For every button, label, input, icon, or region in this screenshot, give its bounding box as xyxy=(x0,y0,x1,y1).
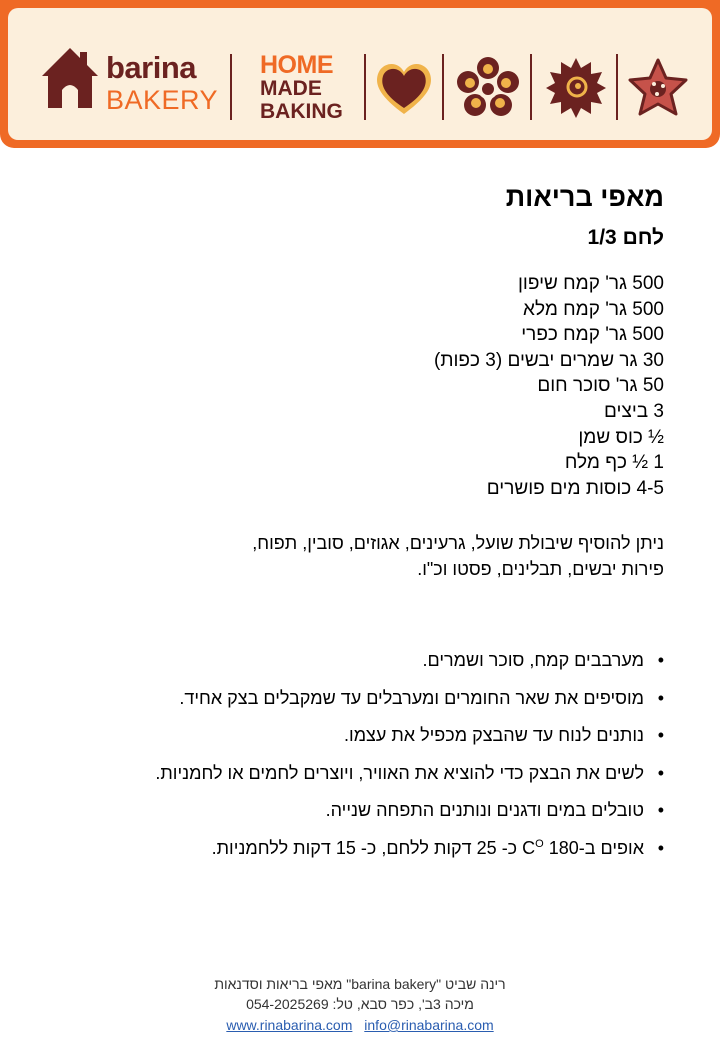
bake-step-prefix: אופים ב-C xyxy=(522,837,644,858)
footer-links xyxy=(0,1015,720,1035)
barina-logo xyxy=(40,40,220,120)
tagline-made: MADE xyxy=(260,77,322,100)
ingredient-item: 30 גר שמרים יבשים (3 כפות) xyxy=(434,349,664,371)
ingredient-item: 3 ביצים xyxy=(604,400,664,422)
ingredient-item: 1 ½ כף מלח xyxy=(564,452,664,474)
website-link[interactable]: www.rinabarina.com xyxy=(226,1017,353,1033)
email-link[interactable]: info@rinabarina.com xyxy=(364,1017,494,1033)
ingredient-item: 4-5 כוסות מים פושרים xyxy=(486,477,664,499)
instruction-step-text: טובלים במים ודגנים ונותנים התפחה שנייה. xyxy=(325,800,644,821)
header-divider xyxy=(442,54,444,120)
bake-step-suffix: 180 כ- 25 דקות ללחם, כ- 15 דקות ללחמניות. xyxy=(211,837,579,858)
ingredients-list xyxy=(434,271,664,501)
instruction-step xyxy=(155,761,664,799)
degree-sign: O xyxy=(535,837,544,850)
heart-cookie-icon xyxy=(372,56,436,120)
instruction-step-text: נותנים לנוח עד שהבצק מכפיל את עצמו. xyxy=(344,725,644,746)
logo-bakery-text: BAKERY xyxy=(106,85,219,115)
tagline-baking: BAKING xyxy=(260,100,343,123)
home-made-baking-tagline xyxy=(260,51,356,123)
header-divider xyxy=(530,54,532,120)
header-divider xyxy=(230,54,232,120)
header-panel xyxy=(8,8,712,140)
tagline-home: HOME xyxy=(260,51,333,79)
ingredient-item: 500 גר' קמח מלא xyxy=(523,298,664,320)
instruction-step-text: מוסיפים את שאר החומרים ומערבלים עד שמקבלים בצק אחיד. xyxy=(179,687,644,708)
header-banner xyxy=(0,0,720,148)
ingredient-item: 500 גר' קמח כפרי xyxy=(521,324,664,346)
additions-note: ניתן להוסיף שיבולת שועל, גרעינים, אגוזים, סובין, תפוח, פירות יבשים, תבלינים, פסטו וכ"ו. xyxy=(252,533,664,579)
instruction-step xyxy=(155,648,664,686)
ingredient-item: ½ כוס שמן xyxy=(578,426,664,448)
sun-cookie-icon xyxy=(544,56,608,120)
house-icon xyxy=(40,46,100,110)
flower-cookie-icon xyxy=(456,56,520,120)
instruction-step-bake xyxy=(155,836,664,874)
instruction-step xyxy=(155,723,664,761)
header-divider xyxy=(364,54,366,120)
instruction-step xyxy=(155,798,664,836)
instructions-list xyxy=(155,648,664,874)
instruction-step-text: לשים את הבצק כדי להוציא את האוויר, ויוצרים לחמים או לחמניות. xyxy=(155,762,644,783)
footer-business-line: רינה שביט "barina bakery" מאפי בריאות וסדנאות xyxy=(214,976,506,992)
star-cookie-icon xyxy=(626,56,690,120)
recipe-title: מאפי בריאות xyxy=(505,182,664,212)
footer-address-line: מיכה 3ב', כפר סבא, טל: 054-2025269 xyxy=(246,996,474,1012)
header-divider xyxy=(616,54,618,120)
instruction-step xyxy=(155,686,664,724)
recipe-subtitle: לחם 1/3 xyxy=(587,226,664,249)
logo-barina-text: barina xyxy=(106,50,197,85)
ingredient-item: 50 גר' סוכר חום xyxy=(537,375,664,397)
ingredient-item: 500 גר' קמח שיפון xyxy=(518,273,664,294)
instruction-step-text: מערבבים קמח, סוכר ושמרים. xyxy=(422,650,644,670)
